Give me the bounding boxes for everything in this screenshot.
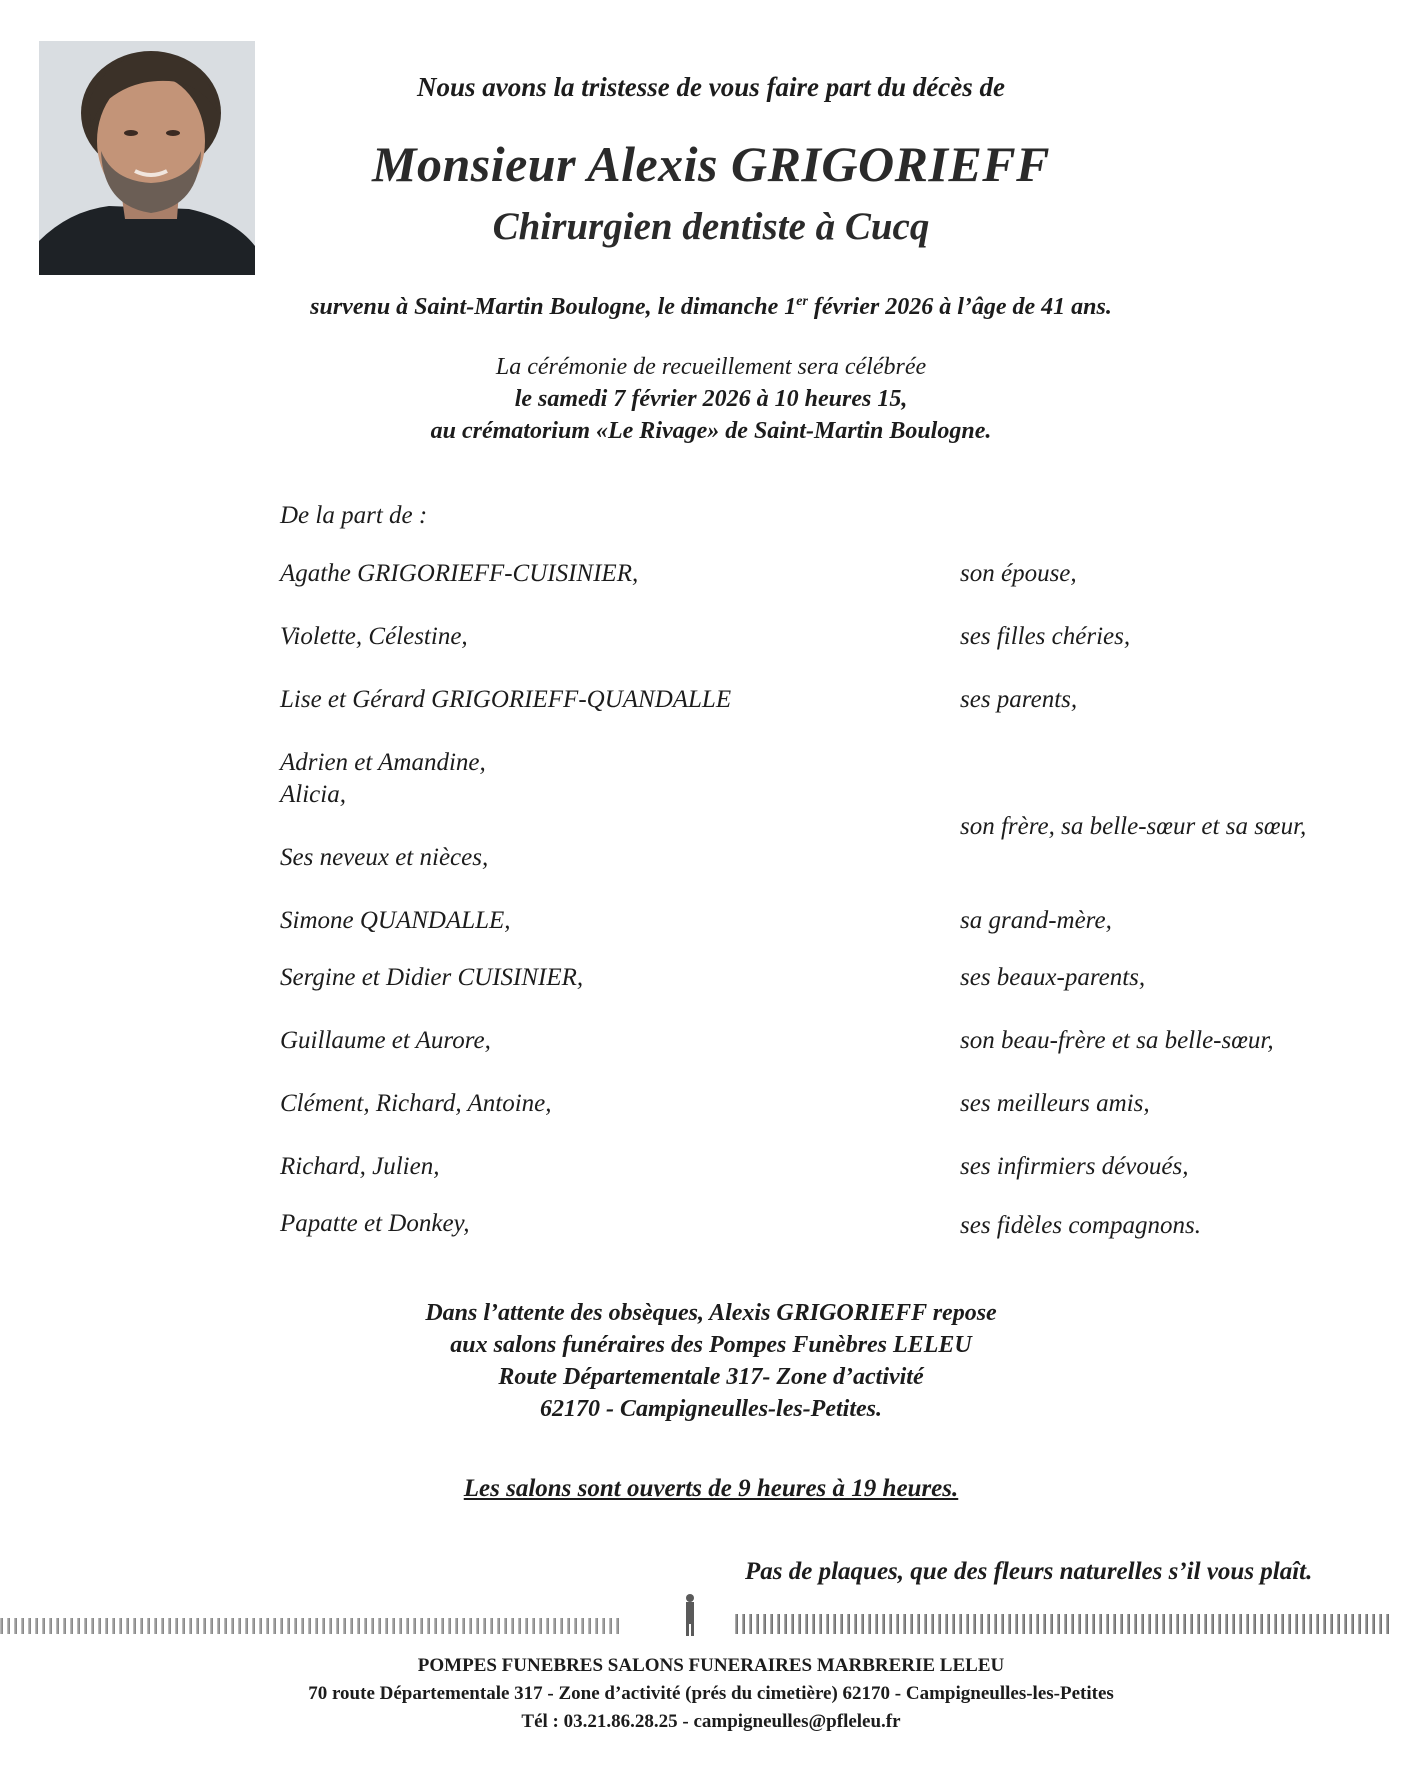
ceremony-line-2: le samedi 7 février 2026 à 10 heures 15, xyxy=(514,386,908,412)
family-name: Sergine et Didier CUISINIER, xyxy=(280,964,584,991)
opening-hours: Les salons sont ouverts de 9 heures à 19 heures. xyxy=(463,1475,959,1502)
family-relation: ses beaux-parents, xyxy=(960,964,1146,991)
family-relation: ses fidèles compagnons. xyxy=(960,1212,1201,1239)
family-name: Alicia, xyxy=(280,781,346,808)
family-name: Adrien et Amandine, xyxy=(280,749,486,776)
family-relation: son beau-frère et sa belle-sœur, xyxy=(960,1027,1274,1054)
family-name: Guillaume et Aurore, xyxy=(280,1027,491,1054)
viewing-line-2: aux salons funéraires des Pompes Funèbres LELEU xyxy=(450,1332,972,1358)
family-relation: son épouse, xyxy=(960,560,1077,587)
footer-address: 70 route Départementale 317 - Zone d’activité (prés du cimetière) 62170 - Campigneulles-les-Petites xyxy=(308,1683,1114,1704)
family-name: Richard, Julien, xyxy=(280,1153,440,1180)
family-name: Papatte et Donkey, xyxy=(280,1210,470,1237)
family-relation: sa grand-mère, xyxy=(960,907,1112,934)
family-name: Clément, Richard, Antoine, xyxy=(280,1090,552,1117)
family-relation: son frère, sa belle-sœur et sa sœur, xyxy=(960,813,1307,840)
family-relation: ses filles chéries, xyxy=(960,623,1131,650)
ordinal-suffix: er xyxy=(796,294,808,309)
family-relation: ses infirmiers dévoués, xyxy=(960,1153,1189,1180)
death-announcement xyxy=(0,294,1422,321)
deceased-name: Monsieur Alexis GRIGORIEFF xyxy=(372,136,1050,192)
beach-silhouette-image xyxy=(0,1590,1422,1650)
viewing-line-3: Route Départementale 317- Zone d’activité xyxy=(498,1364,924,1390)
footer-contact: Tél : 03.21.86.28.25 - campigneulles@pfleleu.fr xyxy=(521,1711,901,1732)
viewing-line-1: Dans l’attente des obsèques, Alexis GRIGORIEFF repose xyxy=(425,1300,997,1326)
viewing-line-4: 62170 - Campigneulles-les-Petites. xyxy=(540,1396,882,1422)
profession: Chirurgien dentiste à Cucq xyxy=(492,205,930,248)
family-name: Ses neveux et nièces, xyxy=(280,844,489,871)
no-plates-note: Pas de plaques, que des fleurs naturelles s’il vous plaît. xyxy=(745,1558,1313,1585)
family-name: Agathe GRIGORIEFF-CUISINIER, xyxy=(280,560,639,587)
death-announcement-text: survenu à Saint-Martin Boulogne, le dimanche 1 xyxy=(310,294,797,320)
footer-company: POMPES FUNEBRES SALONS FUNERAIRES MARBRERIE LELEU xyxy=(417,1655,1005,1676)
family-label: De la part de : xyxy=(280,502,428,529)
family-relation: ses parents, xyxy=(960,686,1078,713)
family-relation: ses meilleurs amis, xyxy=(960,1090,1150,1117)
death-announcement-text-end: février 2026 à l’âge de 41 ans. xyxy=(807,294,1112,320)
ceremony-line-3: au crématorium «Le Rivage» de Saint-Martin Boulogne. xyxy=(430,418,992,444)
family-name: Lise et Gérard GRIGORIEFF-QUANDALLE xyxy=(280,686,732,713)
intro-text: Nous avons la tristesse de vous faire part du décès de xyxy=(417,72,1005,102)
family-name: Violette, Célestine, xyxy=(280,623,468,650)
ceremony-line-1: La cérémonie de recueillement sera célébrée xyxy=(495,354,927,380)
family-name: Simone QUANDALLE, xyxy=(280,907,511,934)
